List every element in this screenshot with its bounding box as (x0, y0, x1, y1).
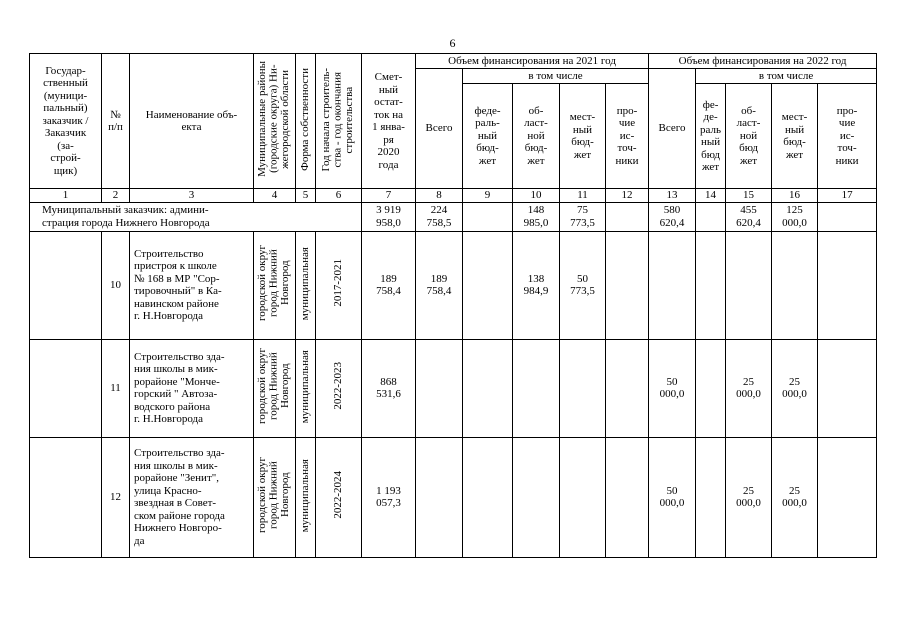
row-estimate: 1 193 057,3 (362, 437, 416, 557)
row-local-2022: 25 000,0 (772, 437, 818, 557)
row-other-2021 (606, 437, 649, 557)
summary-estimate: 3 919 958,0 (362, 202, 416, 231)
row-local-2022 (772, 231, 818, 339)
row-customer (30, 437, 102, 557)
row-estimate: 189 758,4 (362, 231, 416, 339)
header-fin-2021: Объем финансирования на 2021 год (416, 54, 649, 69)
col-number: 9 (463, 189, 513, 203)
header-num: № п/п (102, 54, 130, 189)
table-row (30, 231, 877, 339)
col-number: 6 (316, 189, 362, 203)
page-number: 6 (449, 36, 456, 50)
header-total-2021: Всего (416, 69, 463, 189)
row-regional-2022: 25 000,0 (726, 339, 772, 437)
row-other-2021 (606, 339, 649, 437)
row-local-2021 (560, 339, 606, 437)
financing-table (29, 53, 877, 558)
summary-regional-2022: 455 620,4 (726, 202, 772, 231)
row-other-2022 (818, 231, 877, 339)
row-num: 11 (102, 339, 130, 437)
header-ownership: Форма собственности (296, 54, 316, 189)
row-ownership: муниципальная (296, 339, 316, 437)
header-total-2022: Всего (649, 69, 696, 189)
col-number: 3 (130, 189, 254, 203)
row-object-name: Строительство пристроя к школе № 168 в МР "Сор- тировочный" в Ка- навинском районе г. Н.Новгорода (130, 231, 254, 339)
summary-other-2022 (818, 202, 877, 231)
header-fin-2022: Объем финансирования на 2022 год (649, 54, 877, 69)
summary-regional-2021: 148 985,0 (513, 202, 560, 231)
header-object-name: Наименование объ- екта (130, 54, 254, 189)
row-other-2022 (818, 437, 877, 557)
col-number: 1 (30, 189, 102, 203)
row-local-2022: 25 000,0 (772, 339, 818, 437)
row-federal-2021 (463, 437, 513, 557)
row-years: 2017-2021 (316, 231, 362, 339)
col-number: 16 (772, 189, 818, 203)
summary-federal-2021 (463, 202, 513, 231)
row-federal-2022 (696, 231, 726, 339)
row-district: городской округ город Нижний Новгород (254, 339, 296, 437)
row-federal-2022 (696, 437, 726, 557)
row-total-2022: 50 000,0 (649, 437, 696, 557)
row-customer (30, 231, 102, 339)
header-customer: Государ- ственный (муници- пальный) заказчик / Заказчик (за- строй- щик) (30, 54, 102, 189)
col-number: 8 (416, 189, 463, 203)
col-number: 12 (606, 189, 649, 203)
header-local-2022: мест- ный бюд- жет (772, 84, 818, 189)
col-number: 15 (726, 189, 772, 203)
header-other-2022: про- чие ис- точ- ники (818, 84, 877, 189)
row-other-2021 (606, 231, 649, 339)
summary-label: Муниципальный заказчик: админи- страция города Нижнего Новгорода (30, 202, 362, 231)
row-customer (30, 339, 102, 437)
row-federal-2022 (696, 339, 726, 437)
row-regional-2021 (513, 339, 560, 437)
summary-row (30, 202, 877, 231)
header-districts: Муниципальные районы (городские округа) Ни- жегородской области (254, 54, 296, 189)
col-number: 2 (102, 189, 130, 203)
row-regional-2022: 25 000,0 (726, 437, 772, 557)
col-number: 5 (296, 189, 316, 203)
summary-local-2021: 75 773,5 (560, 202, 606, 231)
row-total-2022 (649, 231, 696, 339)
row-total-2021 (416, 339, 463, 437)
header-other-2021: про- чие ис- точ- ники (606, 84, 649, 189)
row-estimate: 868 531,6 (362, 339, 416, 437)
row-district: городской округ город Нижний Новгород (254, 231, 296, 339)
col-number: 13 (649, 189, 696, 203)
row-regional-2021 (513, 437, 560, 557)
row-regional-2022 (726, 231, 772, 339)
row-total-2021 (416, 437, 463, 557)
header-estimate: Смет- ный остат- ток на 1 янва- ря 2020 года (362, 54, 416, 189)
col-number: 7 (362, 189, 416, 203)
row-total-2022: 50 000,0 (649, 339, 696, 437)
row-federal-2021 (463, 231, 513, 339)
table-row (30, 437, 877, 557)
col-number: 14 (696, 189, 726, 203)
row-object-name: Строительство зда- ния школы в мик- рорайоне "Зенит", улица Красно- звездная в Совет- ском районе города Нижнего Новгоро- да (130, 437, 254, 557)
header-federal-2021: феде- раль- ный бюд- жет (463, 84, 513, 189)
row-num: 12 (102, 437, 130, 557)
summary-federal-2022 (696, 202, 726, 231)
header-federal-2022: фе- де- раль ный бюд жет (696, 84, 726, 189)
row-federal-2021 (463, 339, 513, 437)
header-regional-2022: об- ласт- ной бюд жет (726, 84, 772, 189)
col-number: 10 (513, 189, 560, 203)
row-local-2021: 50 773,5 (560, 231, 606, 339)
row-district: городской округ город Нижний Новгород (254, 437, 296, 557)
row-years: 2022-2024 (316, 437, 362, 557)
row-other-2022 (818, 339, 877, 437)
col-number: 11 (560, 189, 606, 203)
summary-local-2022: 125 000,0 (772, 202, 818, 231)
header-incl-2021: в том числе (463, 69, 649, 84)
row-ownership: муниципальная (296, 231, 316, 339)
header-incl-2022: в том числе (696, 69, 877, 84)
row-total-2021: 189 758,4 (416, 231, 463, 339)
row-local-2021 (560, 437, 606, 557)
header-regional-2021: об- ласт- ной бюд- жет (513, 84, 560, 189)
summary-total-2022: 580 620,4 (649, 202, 696, 231)
row-regional-2021: 138 984,9 (513, 231, 560, 339)
row-years: 2022-2023 (316, 339, 362, 437)
header-local-2021: мест- ный бюд- жет (560, 84, 606, 189)
summary-total-2021: 224 758,5 (416, 202, 463, 231)
row-object-name: Строительство зда- ния школы в мик- рорайоне "Монче- горский " Автоза- водского района г. Н.Новгорода (130, 339, 254, 437)
table-row (30, 339, 877, 437)
header-years: Год начала строитель- ства - год окончания строительства (316, 54, 362, 189)
summary-other-2021 (606, 202, 649, 231)
col-number: 4 (254, 189, 296, 203)
row-num: 10 (102, 231, 130, 339)
column-numbers-row (30, 189, 877, 203)
row-ownership: муниципальная (296, 437, 316, 557)
col-number: 17 (818, 189, 877, 203)
